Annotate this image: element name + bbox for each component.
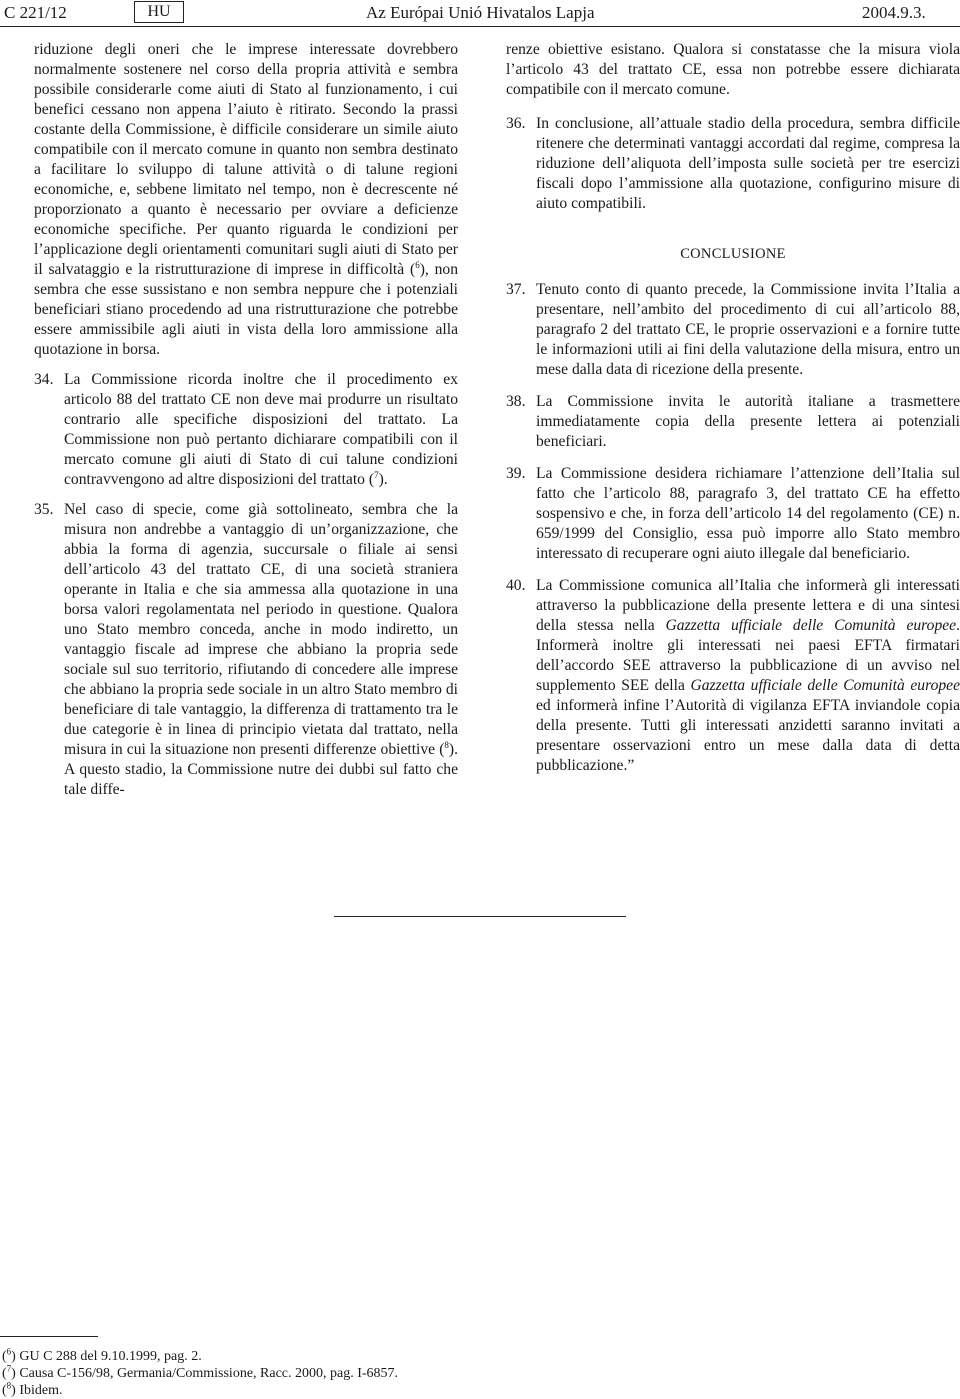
footnotes [2,1348,902,1399]
paragraph-37: 37. Tenuto conto di quanto precede, la Commissione invita l’Italia a presentare, nell’ambito del procedimento di cui all’articolo 88, paragrafo 2 del trattato CE, le proprie osservazioni e a fornire tutte le informazioni utili ai fini della valutazione della misura, entro un mese dalla data di ricezione della presente. [506,281,960,378]
footnote-item: ($^7$) Causa C-156/98, Germania/Commissione, Racc. 2000, pag. I-6857. [2,1363,399,1381]
language-badge: HU [134,1,184,23]
paragraph-34: 34. La Commissione ricorda inoltre che il procedimento ex articolo 88 del trattato CE non deve mai produrre un risultato contrario alle specifiche disposizioni del trattato. La Commissione non può pertanto dichiarare compatibili con il mercato comune gli aiuti di Stato di cui talune condizioni contravvengono ad altre disposizioni del trattato ($^7$). [34,371,458,488]
page-reference: C 221/12 [4,3,67,22]
paragraph-number: 34. [34,371,54,388]
left-column [34,40,458,800]
footnote-divider [0,1336,98,1337]
paragraph-number: 38. [506,393,526,410]
paragraph-number: 39. [506,465,526,482]
paragraph-number: 40. [506,577,526,594]
footnote-ref-7[interactable]: 7 [374,469,379,480]
paragraph-40: 40. La Commissione comunica all’Italia che informerà gli interessati attraverso la pubblicazione della presente lettera e di una sintesi della stessa nella Gazzetta ufficiale delle Comunità europee. Informerà inoltre gli interessati nei paesi EFTA firmatari dell’accordo SEE attraverso la pubblicazione di un avviso nel supplemento SEE della Gazzetta ufficiale delle Comunità europee ed informerà infine l’Autorità di vigilanza EFTA inviandole copia della presente. Tutti gli interessati anzidetti saranno invitati a presentare osservazioni entro un mese dalla data di detta pubblicazione.” [506,577,960,774]
footnote-ref-8[interactable]: 8 [444,739,449,750]
journal-name-italic: Gazzetta ufficiale delle Comunità europee [665,617,957,634]
section-heading: CONCLUSIONE [680,246,786,262]
journal-title: Az Európai Unió Hivatalos Lapja [366,3,595,22]
footnote-item: ($^6$) GU C 288 del 9.10.1999, pag. 2. [2,1346,202,1364]
continuation-paragraph: riduzione degli oneri che le imprese interessate dovrebbero normalmente sostenere nel corso della propria attività e sembra possibile considerarle come aiuti di Stato al funzionamento, i cui benefici cessano non appena l’aiuto è ritirato. Secondo la prassi costante della Commissione, è difficile considerare un simile aiuto compatibile con il mercato comune in quanto non sembra destinato a facilitare lo sviluppo di talune attività o di talune regioni economiche, e, sebbene limitato nel tempo, non è decrescente né proporzionato a quanto è necessario per ovviare a deficienze economiche specifiche. Per quanto riguarda le condizioni per l’applicazione degli orientamenti comunitari sugli aiuti di Stato per il salvataggio e la ristrutturazione di imprese in difficoltà ($^6$), non sembra che esse sussistano e non sembra neppure che i potenziali beneficiari stiano procedendo ad una ristrutturazione che potrebbe essere ammissibile agli aiuti in vista della loro ammissione alla quotazione in borsa. [34,41,458,358]
footnote-item: ($^8$) Ibidem. [2,1380,63,1398]
page-header [0,0,960,28]
journal-name-italic: Gazzetta ufficiale delle Comunità europee [690,677,960,694]
paragraph-35: 35. Nel caso di specie, come già sottolineato, sembra che la misura non andrebbe a vantaggio di un’organizzazione, che abbia la forma di agenzia, succursale o filiale ai sensi dell’articolo 43 del trattato CE, di una società straniera operante in Italia e che sia ammessa alla quotazione in una borsa valori regolamentata nel periodo in questione. Qualora uno Stato membro conceda, anche in modo indiretto, un vantaggio fiscale ad imprese che abbiano la propria sede sociale sul suo territorio, rifiutando di concedere alle imprese che abbiano la propria sede sociale in un altro Stato membro di beneficiare di tale vantaggio, la differenza di trattamento tra le due categorie è in linea di principio vietata dal trattato, nella misura in cui la situazione non presenti differenze obiettive ($^8$). A questo stadio, la Commissione nutre dei dubbi sul fatto che tale diffe- [34,501,458,798]
paragraph-number: 35. [34,501,54,518]
paragraph-39: 39. La Commissione desidera richiamare l’attenzione dell’Italia sul fatto che l’articolo 88, paragrafo 3, del trattato CE ha effetto sospensivo e che, in forza dell’articolo 14 del regolamento (CE) n. 659/1999 del Consiglio, essa può imporre allo Stato membro interessato di recuperare ogni aiuto illegale dal beneficiario. [506,465,960,562]
footnote-ref-6[interactable]: 6 [415,259,420,270]
paragraph-38: 38. La Commissione invita le autorità italiane a trasmettere immediatamente copia della presente lettera ai potenziali beneficiari. [506,393,960,450]
issue-date: 2004.9.3. [862,3,926,22]
paragraph-number: 37. [506,281,526,298]
header-divider [0,26,960,27]
paragraph-36: 36. In conclusione, all’attuale stadio della procedura, sembra difficile ritenere che determinati vantaggi accordati dal regime, compresa la riduzione dell’aliquota dell’imposta sulle società per tre esercizi fiscali dopo l’ammissione alla quotazione, configurino misure di aiuto compatibili. [506,115,960,212]
end-of-text-rule [334,916,626,917]
right-column [506,40,960,776]
paragraph-number: 36. [506,115,526,132]
continuation-paragraph: renze obiettive esistano. Qualora si constatasse che la misura viola l’articolo 43 del trattato CE, essa non potrebbe essere dichiarata compatibile con il mercato comune. [506,41,960,98]
